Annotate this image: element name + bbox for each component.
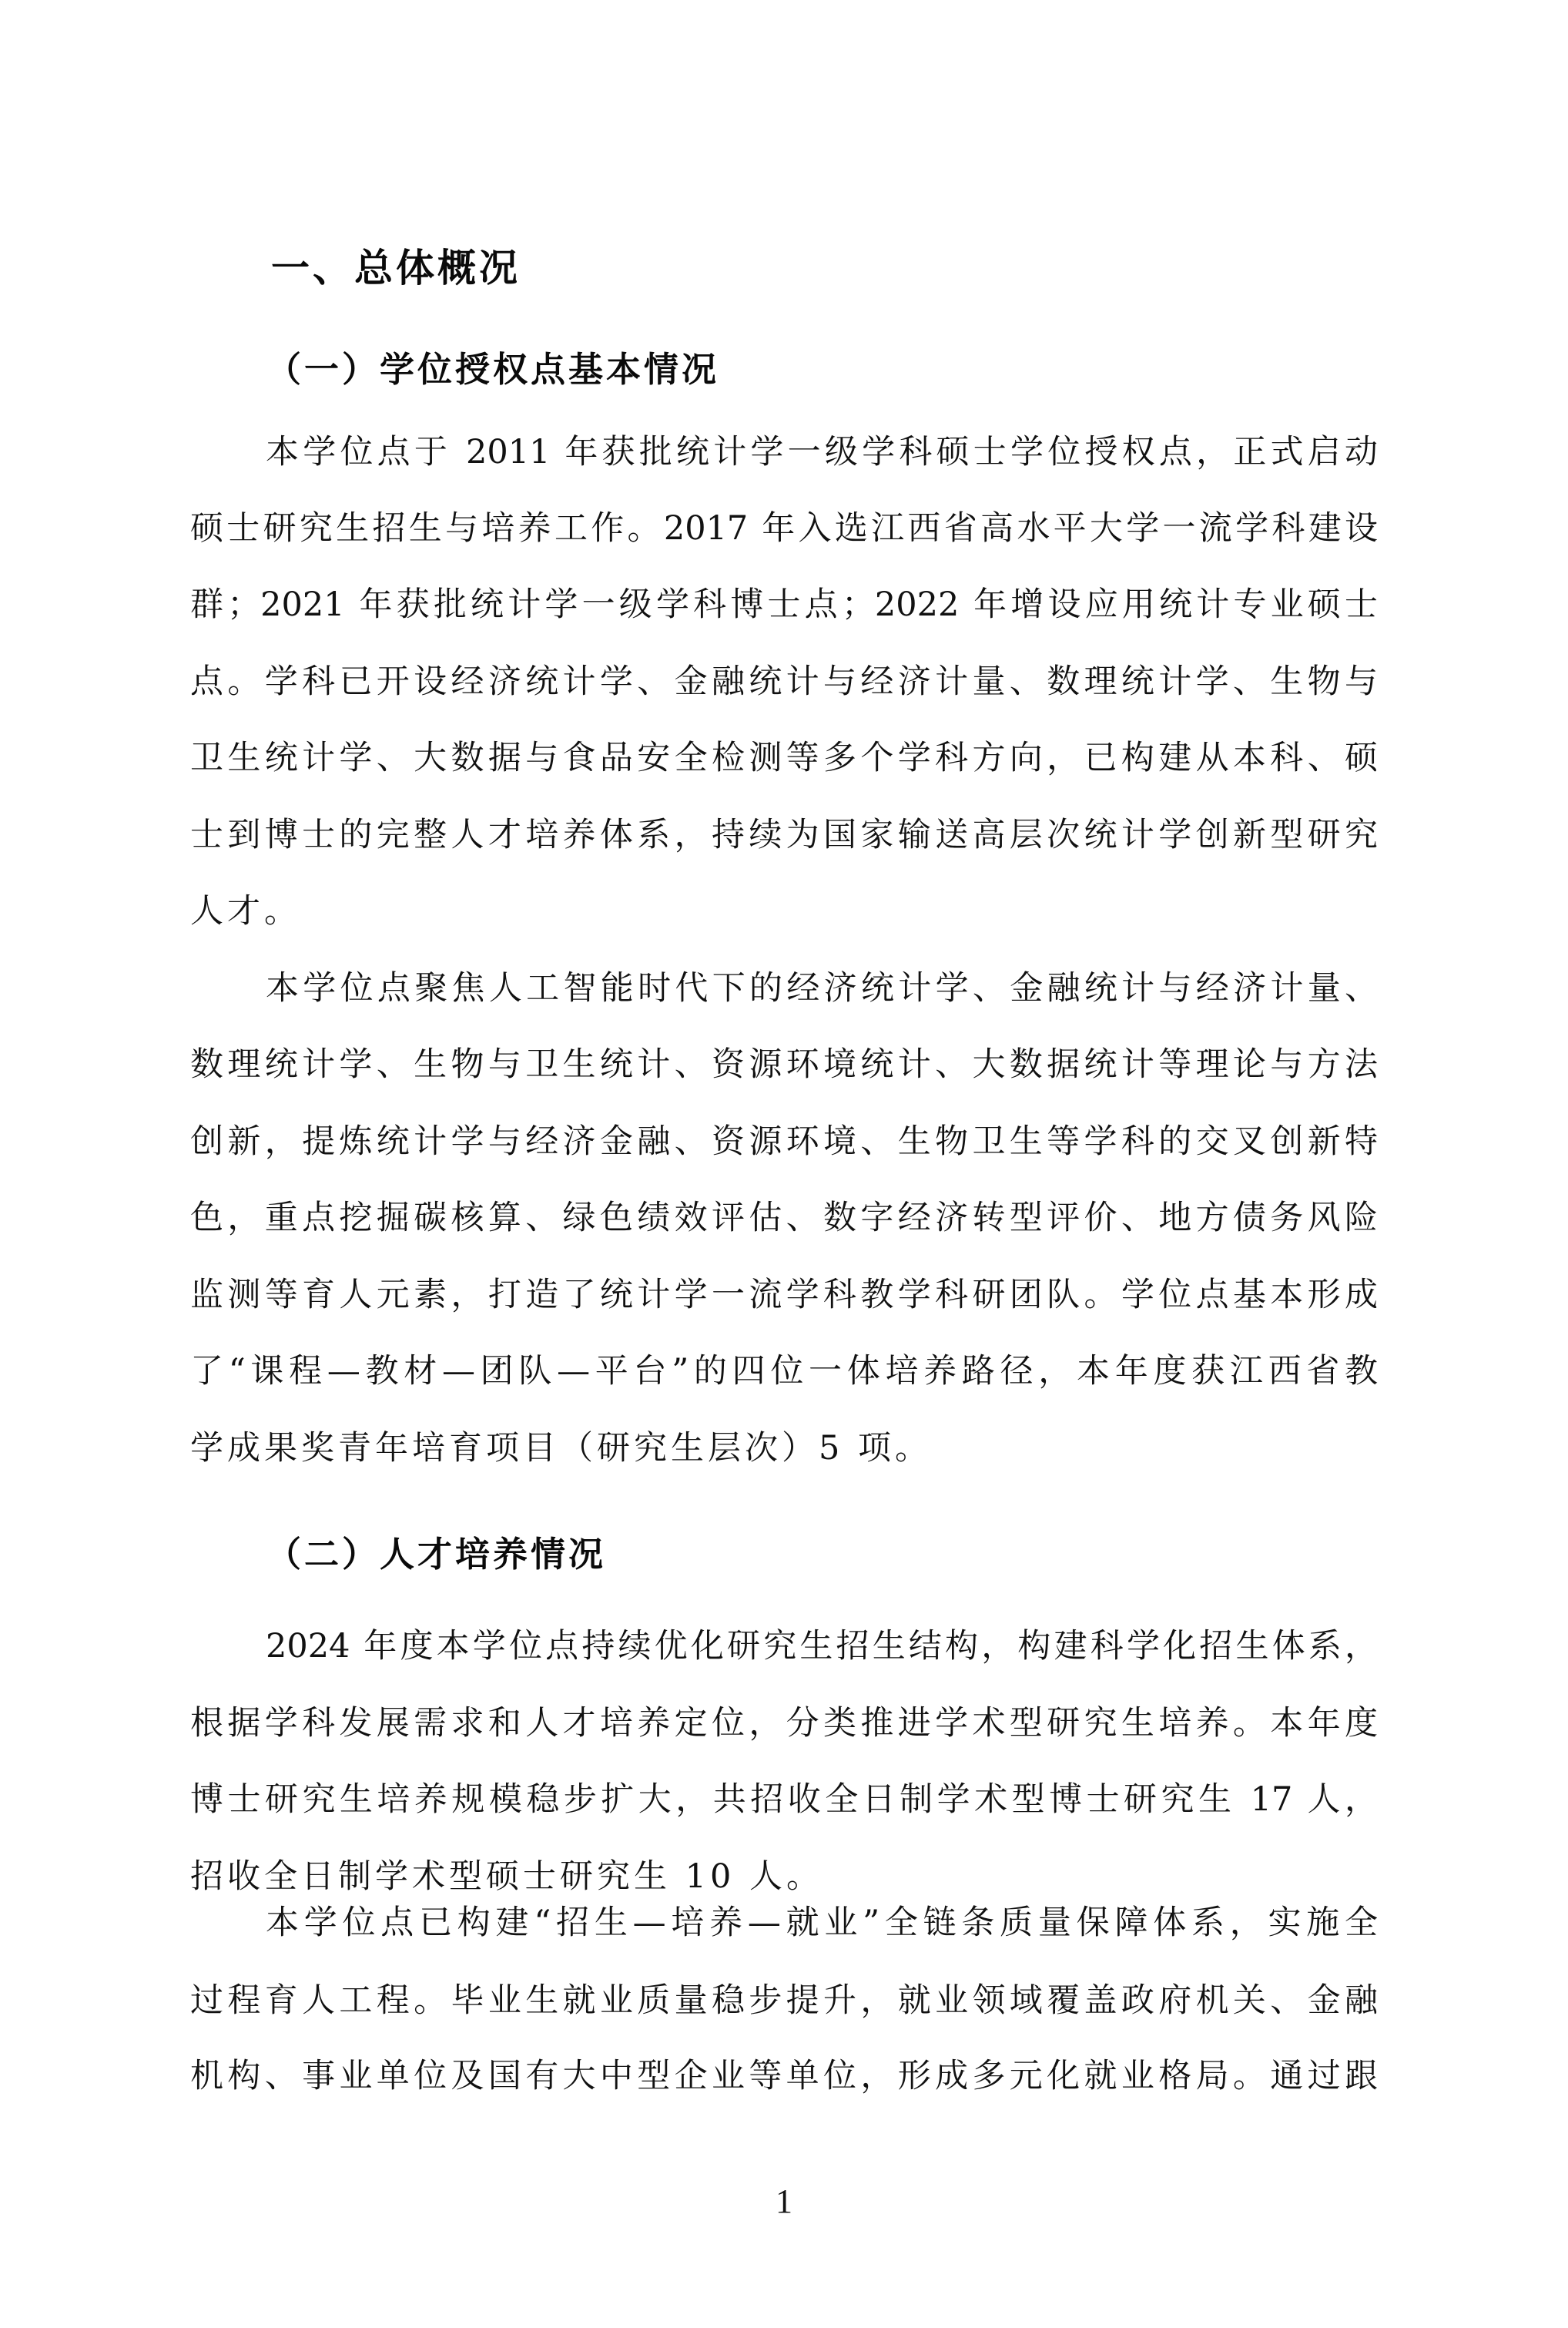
paragraph-line: 了“课程—教材—团队—平台”的四位一体培养路径，本年度获江西省教 bbox=[190, 1352, 1378, 1390]
page-number: 1 bbox=[776, 2182, 792, 2220]
paragraph-line: 色，重点挖掘碳核算、绿色绩效评估、数字经济转型评价、地方债务风险 bbox=[190, 1199, 1378, 1237]
paragraph-line: 士到博士的完整人才培养体系，持续为国家输送高层次统计学创新型研究 bbox=[190, 816, 1378, 854]
section-heading: 一、总体概况 bbox=[271, 246, 521, 290]
paragraph-line: 卫生统计学、大数据与食品安全检测等多个学科方向，已构建从本科、硕 bbox=[190, 739, 1378, 777]
paragraph-line: 监测等育人元素，打造了统计学一流学科教学科研团队。学位点基本形成 bbox=[190, 1276, 1378, 1314]
subsection-heading-1: （一）学位授权点基本情况 bbox=[266, 349, 720, 390]
paragraph-line: 根据学科发展需求和人才培养定位，分类推进学术型研究生培养。本年度 bbox=[190, 1704, 1378, 1743]
paragraph-line: 本学位点已构建“招生—培养—就业”全链条质量保障体系，实施全 bbox=[266, 1904, 1378, 1942]
paragraph-line: 创新，提炼统计学与经济金融、资源环境、生物卫生等学科的交叉创新特 bbox=[190, 1122, 1378, 1161]
paragraph-line: 人才。 bbox=[190, 892, 301, 931]
paragraph-line: 点。学科已开设经济统计学、金融统计与经济计量、数理统计学、生物与 bbox=[190, 663, 1378, 701]
paragraph-line: 数理统计学、生物与卫生统计、资源环境统计、大数据统计等理论与方法 bbox=[190, 1045, 1378, 1084]
paragraph-line: 本学位点于 2011 年获批统计学一级学科硕士学位授权点，正式启动 bbox=[266, 433, 1378, 471]
paragraph-line: 硕士研究生招生与培养工作。2017 年入选江西省高水平大学一流学科建设 bbox=[190, 509, 1378, 548]
paragraph-line: 过程育人工程。毕业生就业质量稳步提升，就业领域覆盖政府机关、金融 bbox=[190, 1981, 1378, 2020]
paragraph-line: 学成果奖青年培育项目（研究生层次）5 项。 bbox=[190, 1429, 933, 1468]
paragraph-line: 博士研究生培养规模稳步扩大，共招收全日制学术型博士研究生 17 人， bbox=[190, 1780, 1378, 1819]
subsection-heading-2: （二）人才培养情况 bbox=[266, 1534, 607, 1575]
paragraph-line: 招收全日制学术型硕士研究生 10 人。 bbox=[190, 1857, 824, 1896]
paragraph-line: 机构、事业单位及国有大中型企业等单位，形成多元化就业格局。通过跟 bbox=[190, 2057, 1378, 2095]
paragraph-line: 2024 年度本学位点持续优化研究生招生结构，构建科学化招生体系， bbox=[266, 1627, 1378, 1665]
paragraph-line: 群；2021 年获批统计学一级学科博士点；2022 年增设应用统计专业硕士 bbox=[190, 585, 1378, 624]
paragraph-line: 本学位点聚焦人工智能时代下的经济统计学、金融统计与经济计量、 bbox=[266, 969, 1378, 1008]
